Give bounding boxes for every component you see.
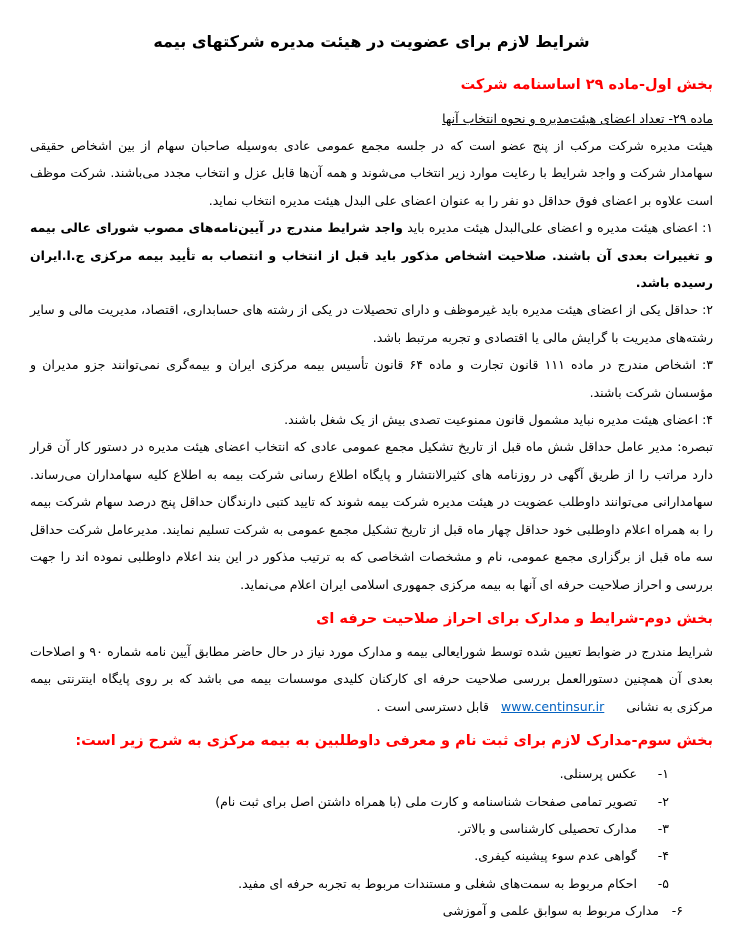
centinsur-link[interactable]: www.centinsur.ir [501,698,605,714]
list-item [30,760,713,787]
list-item-number: ۳- [657,820,669,836]
list-item-text: مدارک تحصیلی کارشناسی و بالاتر. [456,820,637,836]
section1-subheading: ماده ۲۹- تعداد اعضای هیئت‌مدیره و نحوه انتخاب آنها [442,111,713,126]
list-item [30,788,713,815]
section1-note-paragraph: تبصره: مدیر عامل حداقل شش ماه قبل از تاریخ تشکیل مجمع عمومی عادی که انتخاب اعضای هیئت مدیره در دستور کار آن قرار دارد مراتب را از طریق آگهی در روزنامه های کثیرالانتشار و پایگاه اطلاع رسانی شرکت بیمه به اطلاع کلیه سهامداران می‌رساند. سهامدارانی می‌توانند داوطلب عضویت در هیئت مدیره شرکت بیمه شوند که تایید کتبی دارندگان حداقل پنج درصد سهام شرکت بیمه را به همراه اعلام داوطلبی خود حداقل چهار ماه قبل از تاریخ تشکیل مجمع عمومی به شرکت تسلیم نمایند. مدیرعامل شرکت حداقل سه ماه قبل از برگزاری مجمع عمومی، نام و مشخصات اشخاصی که به ترتیب مذکور در این بند اعلام داوطلبی نموده اند را جهت بررسی و احراز صلاحیت حرفه ای آنها به بیمه مرکزی جمهوری اسلامی ایران اعلام می‌نماید. [30,439,713,592]
section1-item1-paragraph [30,214,713,296]
section2-heading: بخش دوم-شرایط و مدارک برای احراز صلاحیت حرفه ای [316,610,713,627]
section1-intro-paragraph: هیئت مدیره شرکت مرکب از پنج عضو است که در جلسه مجمع عمومی عادی به‌وسیله صاحبان سهام از بین اشخاص حقیقی سهامدار شرکت و واجد شرایط با رعایت موارد زیر انتخاب می‌شوند و همه آن‌ها قابل عزل و انتخاب مجدد می‌باشند. شرکت موظف است علاوه بر اعضای فوق حداقل دو نفر را به عنوان اعضای علی البدل هیئت مدیره انتخاب نماید. [30,138,713,208]
document-title: شرایط لازم برای عضویت در هیئت مدیره شرکتهای بیمه [153,32,590,51]
list-item-number: ۵- [657,875,669,891]
list-item [30,842,713,869]
list-item-text: تصویر تمامی صفحات شناسنامه و کارت ملی (با همراه داشتن اصل برای ثبت نام) [215,793,637,809]
list-item-text: گواهی عدم سوء پیشینه کیفری. [474,848,637,864]
list-item-text: احکام مربوط به سمت‌های شغلی و مستندات مربوط به تجربه حرفه ای مفید. [238,875,637,891]
section3-heading: بخش سوم-مدارک لازم برای ثبت نام و معرفی داوطلبین به بیمه مرکزی به شرح زیر است: [75,733,713,750]
list-item-text: عکس پرسنلی. [559,766,637,782]
list-item-number: ۶- [671,903,683,919]
list-item [30,897,713,924]
list-item-number: ۴- [657,848,669,864]
section2-text-after-link: قابل دسترسی است . [376,698,489,714]
list-item-number: ۲- [657,793,669,809]
section1-item3-paragraph: ۳: اشخاص مندرج در ماده ۱۱۱ قانون تجارت و ماده ۶۴ قانون تأسیس بیمه مرکزی ایران و بیمه‌گری نمی‌توانند جزو مدیران و مؤسسان شرکت باشند. [30,357,713,400]
section1-item4-paragraph: ۴: اعضای هیئت مدیره نباید مشمول قانون ممنوعیت تصدی بیش از یک شغل باشند. [284,412,713,428]
list-item [30,815,713,842]
list-item [30,870,713,897]
section2-text-before-link: شرایط مندرج در ضوابط تعیین شده توسط شورایعالی بیمه و مدارک مورد نیاز در حال حاضر مطابق آیین نامه شماره ۹۰ و اصلاحات بعدی آن همچنین دستورالعمل بررسی صلاحیت حرفه ای کارکنان کلیدی موسسات بیمه می باشد که بر روی پایگاه اینترنتی بیمه مرکزی به نشانی [30,643,713,714]
section2-paragraph [30,638,713,720]
section1-item2-paragraph: ۲: حداقل یکی از اعضای هیئت مدیره باید غیرموظف و دارای تحصیلات در یکی از رشته های حسابداری، اقتصاد، مدیریت مالی و سایر رشته‌های مدیریت با گرایش مالی یا اقتصادی و تجربه مرتبط باشد. [30,302,713,345]
list-item-text: مدارک مربوط به سوابق علمی و آموزشی [442,903,659,919]
list-item-number: ۱- [657,766,669,782]
required-documents-list [30,760,713,924]
section1-subheading-wrap [30,104,713,132]
section1-item1-normal-run: ۱: اعضای هیئت مدیره و اعضای علی‌البدل هیئت مدیره باید [402,220,713,236]
section1-heading: بخش اول-ماده ۲۹ اساسنامه شرکت [460,77,713,93]
section1-item1-bold-run: واجد شرایط مندرج در آیین‌نامه‌های مصوب شورای عالی بیمه و تغییرات بعدی آن باشند. صلاحیت اشخاص مذکور باید قبل از انتخاب و انتصاب به تأیید بیمه مرکزی ج.ا.ایران رسیده باشد. [30,220,713,291]
